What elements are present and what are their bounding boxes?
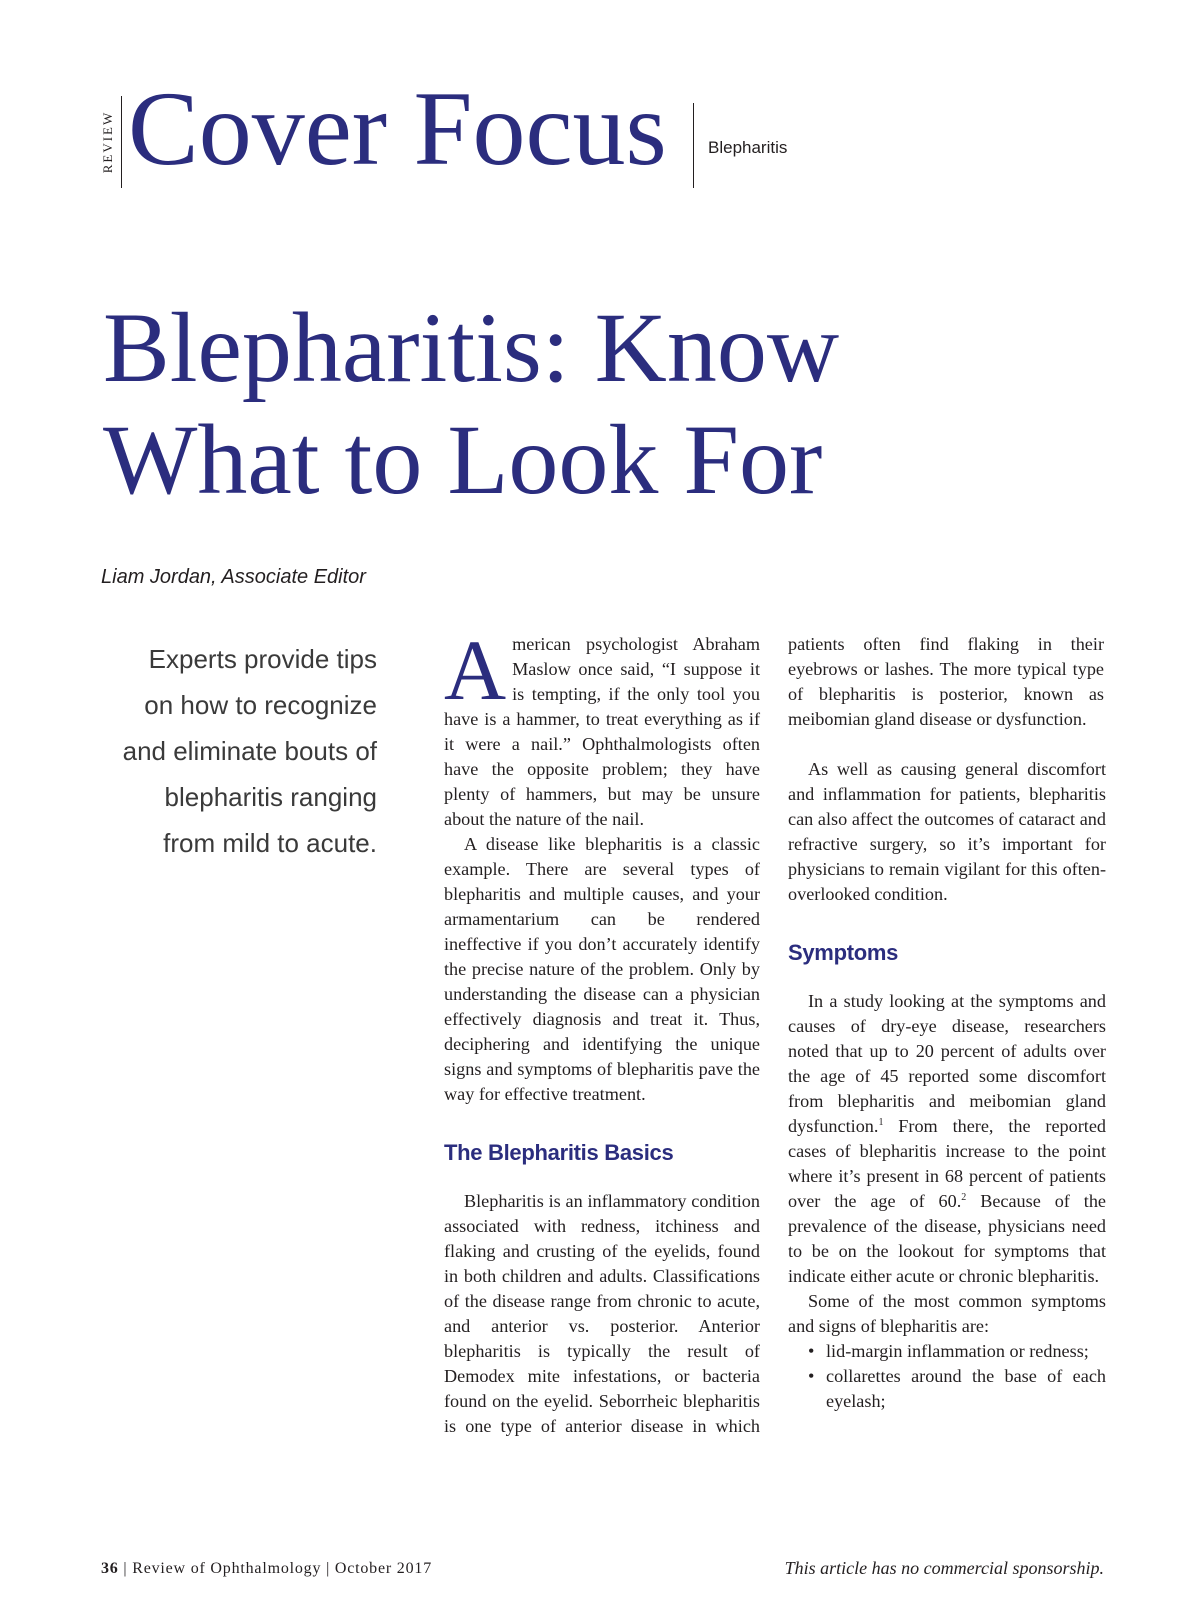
byline: Liam Jordan, Associate Editor bbox=[101, 566, 366, 588]
article-deck: Experts provide tips on how to recognize and eliminate bouts of blepharitis ranging from mild to acute. bbox=[122, 644, 377, 858]
body-paragraph: Some of the most common symptoms and signs of blepharitis are: bbox=[788, 1291, 1106, 1336]
page-footer-left: 36 | Review of Ophthalmology | October 2017 bbox=[101, 1560, 433, 1577]
body-paragraph: A disease like blepharitis is a classic example. There are several types of blepharitis and multiple causes, and your armamentarium can be rendered ineffective if you don’t accurately identify the precise nature of the problem. Only by understanding the disease can a physician effectively diagnosis and treat it. Thus, deciphering and identifying the unique signs and symptoms of blepharitis pave the way for effective treatment. bbox=[444, 834, 760, 1104]
bullet-glyph: • bbox=[808, 1341, 815, 1361]
carryover-text: patients often find flaking in their eyebrows or lashes. The more typical type of blepharitis is posterior, known as meibomian gland disease or dysfunction. bbox=[788, 634, 1104, 729]
subhead-symptoms: Symptoms bbox=[788, 940, 899, 965]
intro-paragraph: American psychologist Abraham Maslow once said, “I suppose it is tempting, if the only tool you have is a hammer, to treat everything as if it were a nail.” Ophthalmologists often have the opposite problem; they have plenty of hammers, but may be unsure about the nature of the nail. bbox=[444, 622, 760, 829]
footnote-ref: 2 bbox=[961, 1191, 967, 1203]
drop-cap: A bbox=[444, 622, 507, 718]
section-title: Cover Focus bbox=[128, 70, 667, 187]
sponsorship-disclaimer: This article has no commercial sponsorship. bbox=[784, 1558, 1104, 1578]
header-divider-left bbox=[121, 96, 122, 188]
magazine-vertical-text: REVIEW bbox=[100, 110, 115, 174]
body-paragraph: Blepharitis is an inflammatory condition associated with redness, itchiness and flaking and crusting of the eyelids, found in both children and adults. Classifications of the disease range from chronic to acute, and anterior vs. posterior. Anterior blepharitis is typically the result of Demodex mite infestations, or bacteria found on the eyelid. Seborrheic blepharitis is one type of anterior disease in which bbox=[444, 1191, 760, 1436]
magazine-vertical-label bbox=[96, 96, 120, 188]
list-item: • lid-margin inflammation or redness; bbox=[788, 1339, 1106, 1364]
list-item: • collarettes around the base of each eyelash; bbox=[808, 1366, 1106, 1411]
body-paragraph-continued bbox=[788, 632, 1106, 757]
symptom-list bbox=[788, 1339, 1106, 1414]
article-column-1 bbox=[444, 622, 760, 1439]
publication-name: Review of Ophthalmology bbox=[132, 1560, 322, 1577]
article-column-2 bbox=[788, 632, 1106, 1414]
article-headline bbox=[103, 292, 1003, 516]
header-divider-right bbox=[693, 103, 694, 188]
bullet-glyph: • bbox=[808, 1366, 815, 1386]
section-topic: Blepharitis bbox=[708, 138, 788, 157]
page-number: 36 bbox=[101, 1560, 119, 1577]
issue-date: October 2017 bbox=[334, 1560, 433, 1577]
body-paragraph: In a study looking at the symptoms and causes of dry-eye disease, researchers noted that up to 20 percent of adults over the age of 45 reported some discomfort from blepharitis and meibomian gland dysfunction.$^1$ From there, the reported cases of blepharitis increase to the point where it’s present in 68 percent of patients over the age of 60.$^2$ Because of the prevalence of the disease, physicians need to be on the lookout for symptoms that indicate either acute or chronic blepharitis. bbox=[788, 991, 1106, 1286]
body-paragraph: As well as causing general discomfort and inflammation for patients, blepharitis can also affect the outcomes of cataract and refractive surgery, so it’s important for physicians to remain vigilant for this often-overlooked condition. bbox=[788, 759, 1106, 904]
headline-line-1: Blepharitis: Know bbox=[103, 292, 840, 403]
headline-line-2: What to Look For bbox=[103, 404, 823, 515]
subhead-basics: The Blepharitis Basics bbox=[444, 1140, 674, 1165]
footnote-ref: 1 bbox=[878, 1116, 884, 1128]
